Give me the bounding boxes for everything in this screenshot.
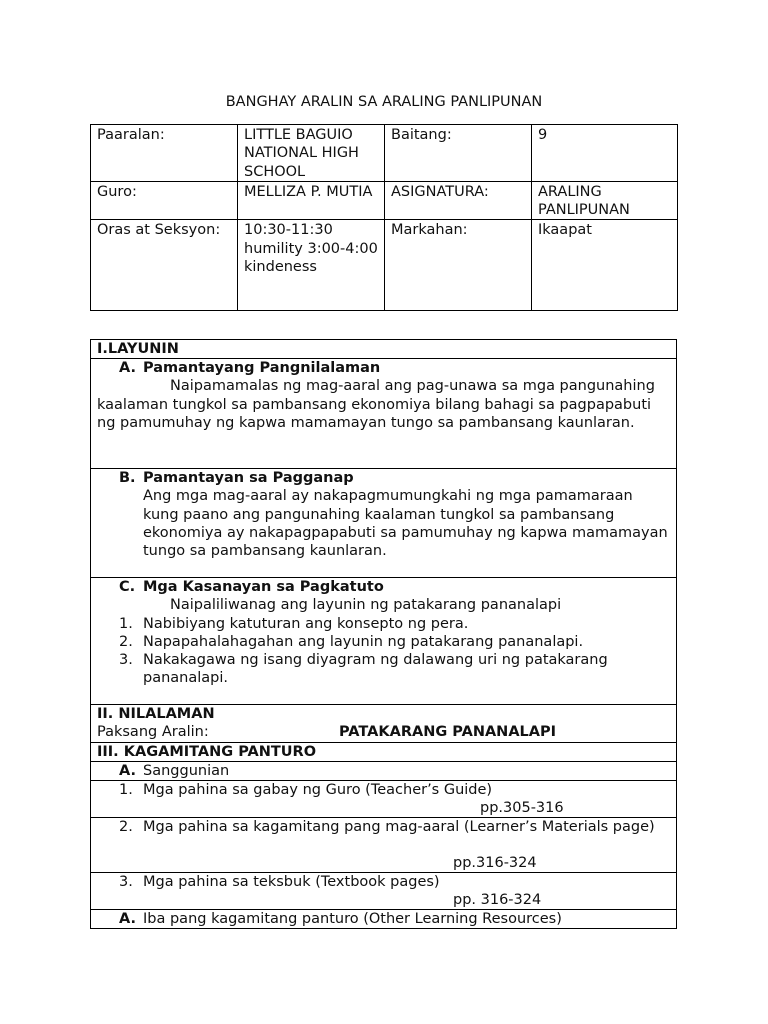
table-row [91, 181, 678, 220]
list-item: 2. Mga pahina sa kagamitang pang mag-aaral (Learner’s Materials page) pp.316-324 [91, 818, 676, 873]
page-range: pp.316-324 [453, 855, 537, 871]
paksang-aralin-label: Paksang Aralin: [97, 724, 209, 741]
table-cell: Markahan: [385, 220, 532, 311]
list-item: 1. Nabibiyang katuturan ang konsepto ng pera. [119, 615, 469, 632]
table-cell: Paaralan: [91, 125, 238, 182]
table-row [91, 220, 678, 311]
table-cell: Baitang: [385, 125, 532, 182]
table-cell: ASIGNATURA: [385, 181, 532, 220]
info-table [90, 124, 678, 311]
page-range: pp. 316-324 [453, 892, 542, 908]
section-pamantayang-pangnilalaman [91, 359, 676, 469]
subsection-title: C. Mga Kasanayan sa Pagkatuto [119, 579, 384, 595]
page-title: BANGHAY ARALIN SA ARALING PANLIPUNAN [225, 94, 543, 110]
section-heading-kagamitan: III. KAGAMITANG PANTURO [91, 743, 676, 762]
section-nilalaman [91, 705, 676, 743]
section-kasanayan [91, 578, 676, 705]
table-cell: MELLIZA P. MUTIA [238, 181, 385, 220]
subsection-text: Ang mga mag-aaral ay nakapagmumungkahi ng mga pamamaraan kung paano ang pangunahing kaalaman tungkol sa pambansang ekonomiya ay nakapagpapabuti sa pamumuhay ng kapwa mamamayan tungo sa pambansang kaunlaran. [143, 488, 668, 560]
subsection-sanggunian: A. Sanggunian [91, 762, 676, 781]
paksang-aralin-topic: PATAKARANG PANANALAPI [339, 724, 557, 740]
subsection-text: Naipamamalas ng mag-aaral ang pag-unawa sa mga pangunahing kaalaman tungkol sa pambansang ekonomiya bilang bahagi sa pagpapabuti ng pamumuhay ng kapwa mamamayan tungo sa pambansang kaunlaran. [97, 378, 655, 431]
lesson-plan-body [90, 339, 677, 929]
page-range: pp.305-316 [480, 800, 564, 816]
table-cell: Oras at Seksyon: [91, 220, 238, 311]
subsection-intro: Naipaliliwanag ang layunin ng patakarang pananalapi [170, 597, 562, 614]
table-cell: 9 [532, 125, 678, 182]
table-cell: 10:30-11:30 humility 3:00-4:00 kindeness [238, 220, 385, 311]
table-row [91, 125, 678, 182]
section-pamantayan-sa-pagganap [91, 469, 676, 578]
table-cell: LITTLE BAGUIO NATIONAL HIGH SCHOOL [238, 125, 385, 182]
table-cell: Ikaapat [532, 220, 678, 311]
section-heading-layunin: I.LAYUNIN [91, 340, 676, 359]
section-heading-nilalaman: II. NILALAMAN [97, 706, 215, 722]
list-item: 3. Mga pahina sa teksbuk (Textbook pages) pp. 316-324 [91, 873, 676, 910]
subsection-title: B. Pamantayan sa Pagganap [119, 470, 354, 486]
subsection-title: A. Pamantayang Pangnilalaman [119, 360, 381, 376]
subsection-other-resources: A. Iba pang kagamitang panturo (Other Learning Resources) [91, 910, 676, 929]
list-item: 2. Napapahalahagahan ang layunin ng patakarang pananalapi. [119, 633, 584, 650]
table-cell: ARALING PANLIPUNAN [532, 181, 678, 220]
list-item: 1. Mga pahina sa gabay ng Guro (Teacher’s Guide) pp.305-316 [91, 781, 676, 818]
table-cell: Guro: [91, 181, 238, 220]
list-item: 3. Nakakagawa ng isang diyagram ng dalawang uri ng patakarang pananalapi. [119, 652, 608, 687]
